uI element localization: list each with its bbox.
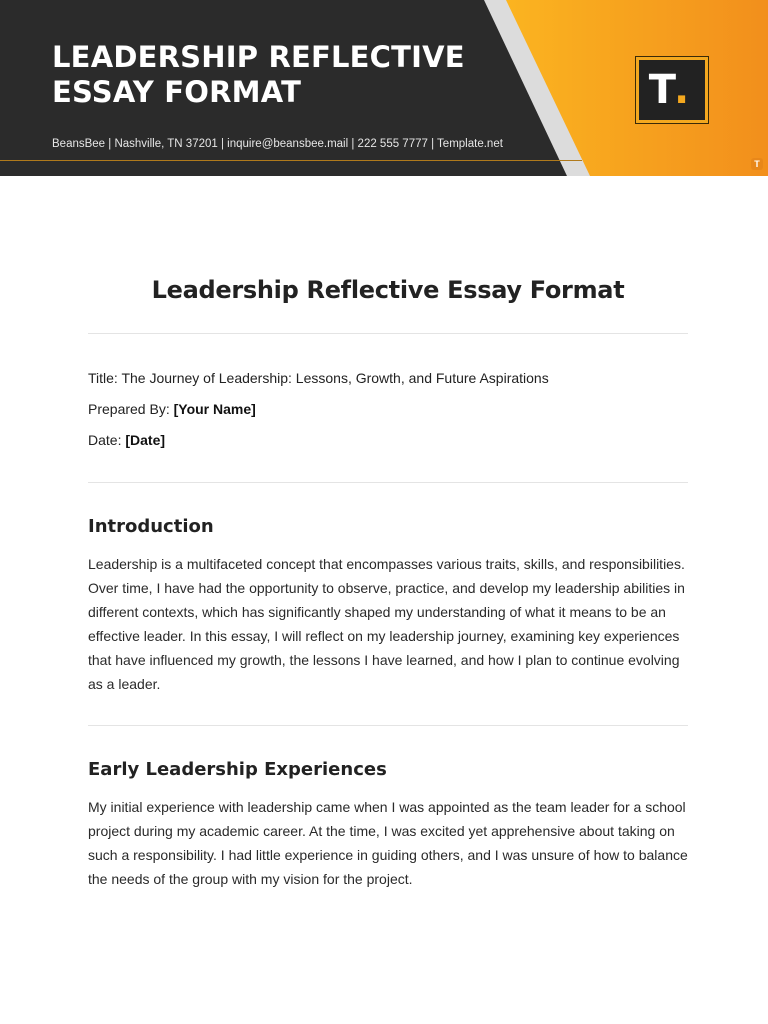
banner-divider (0, 160, 582, 161)
logo-dot: . (674, 67, 690, 113)
meta-label: Prepared By: (88, 401, 174, 417)
document-body (88, 270, 688, 920)
template-logo (635, 56, 709, 124)
section-heading: Introduction (88, 516, 214, 537)
meta-prepared-by-line (88, 394, 688, 425)
document-meta (88, 334, 688, 482)
meta-label: Title: (88, 370, 122, 386)
meta-value: The Journey of Leadership: Lessons, Growth, and Future Aspirations (121, 370, 549, 386)
banner-title: LEADERSHIP REFLECTIVE ESSAY FORMAT (52, 40, 465, 109)
document-title: Leadership Reflective Essay Format (151, 276, 625, 304)
section-heading: Early Leadership Experiences (88, 759, 387, 780)
meta-date-line (88, 425, 688, 456)
logo-letter: T (648, 67, 677, 113)
meta-value: [Your Name] (173, 401, 256, 417)
section-early-leadership (88, 726, 688, 920)
section-paragraph: My initial experience with leadership came when I was appointed as the team leader for a school project during my academic career. At the time, I was excited yet apprehensive about taking on such a responsibility. I had little experience in guiding others, and I was unsure of how to balance the needs of the group with my vision for the project. (88, 799, 688, 887)
section-introduction (88, 483, 688, 725)
meta-value: [Date] (125, 432, 166, 448)
meta-label: Date: (88, 432, 126, 448)
template-mini-icon: T (751, 158, 763, 170)
meta-title-line (88, 363, 688, 394)
section-paragraph: Leadership is a multifaceted concept that encompasses various traits, skills, and responsibilities. Over time, I have had the opportunity to observe, practice, and develop my leadership abilities in different contexts, which has significantly shaped my understanding of what it means to be an effective leader. In this essay, I will reflect on my leadership journey, examining key experiences that have influenced my growth, the lessons I have learned, and how I plan to continue evolving as a leader. (88, 556, 685, 692)
header-banner (0, 0, 768, 176)
company-contact-line: BeansBee | Nashville, TN 37201 | inquire@beansbee.mail | 222 555 7777 | Template.net (52, 138, 503, 150)
